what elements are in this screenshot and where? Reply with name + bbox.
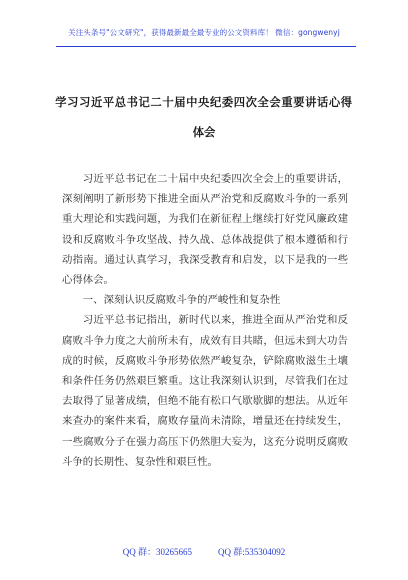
footer-contact	[0, 545, 408, 558]
paragraph-section-1: 习近平总书记指出，新时代以来，推进全面从严治党和反腐败斗争力度之大前所未有，成效有目共睹，但远未到大功告成的时候，反腐败斗争形势依然严峻复杂，铲除腐败滋生土壤和条件任务仍然艰巨繁重。这让我深刻认识到，尽管我们在过去取得了显著成绩，但绝不能有松口气歇歇脚的想法。从近年来查办的案件来看，腐败存量尚未清除，增量还在持续发生，一些腐败分子在强力高压下仍然胆大妄为，这充分说明反腐败斗争的长期性、复杂性和艰巨性。	[62, 314, 348, 468]
header-divider	[56, 46, 356, 47]
paragraph-intro: 习近平总书记在二十届中央纪委四次全会上的重要讲话，深刻阐明了新形势下推进全面从严治党和反腐败斗争的一系列重大理论和实践问题，为我们在新征程上继续打好党风廉政建设和反腐败斗争攻坚战、持久战、总体战提供了根本遵循和行动指南。通过认真学习，我深受教育和启发，以下是我的一些心得体会。	[62, 173, 348, 287]
footer-qq-group-2: QQ 群:535304092	[218, 547, 286, 557]
section-heading: 一、深刻认识反腐败斗争的严峻性和复杂性	[82, 294, 281, 307]
document-title: 学习习近平总书记二十届中央纪委四次全会重要讲话心得	[55, 96, 353, 109]
document-title-continued: 体会	[192, 126, 216, 139]
footer-qq-group-1: QQ 群：30265665	[122, 547, 192, 557]
document-body	[62, 169, 348, 472]
header-banner: 关注头条号"公文研究"，获得最新最全最专业的公文资料库！ 微信：gongwenyj	[68, 28, 340, 37]
